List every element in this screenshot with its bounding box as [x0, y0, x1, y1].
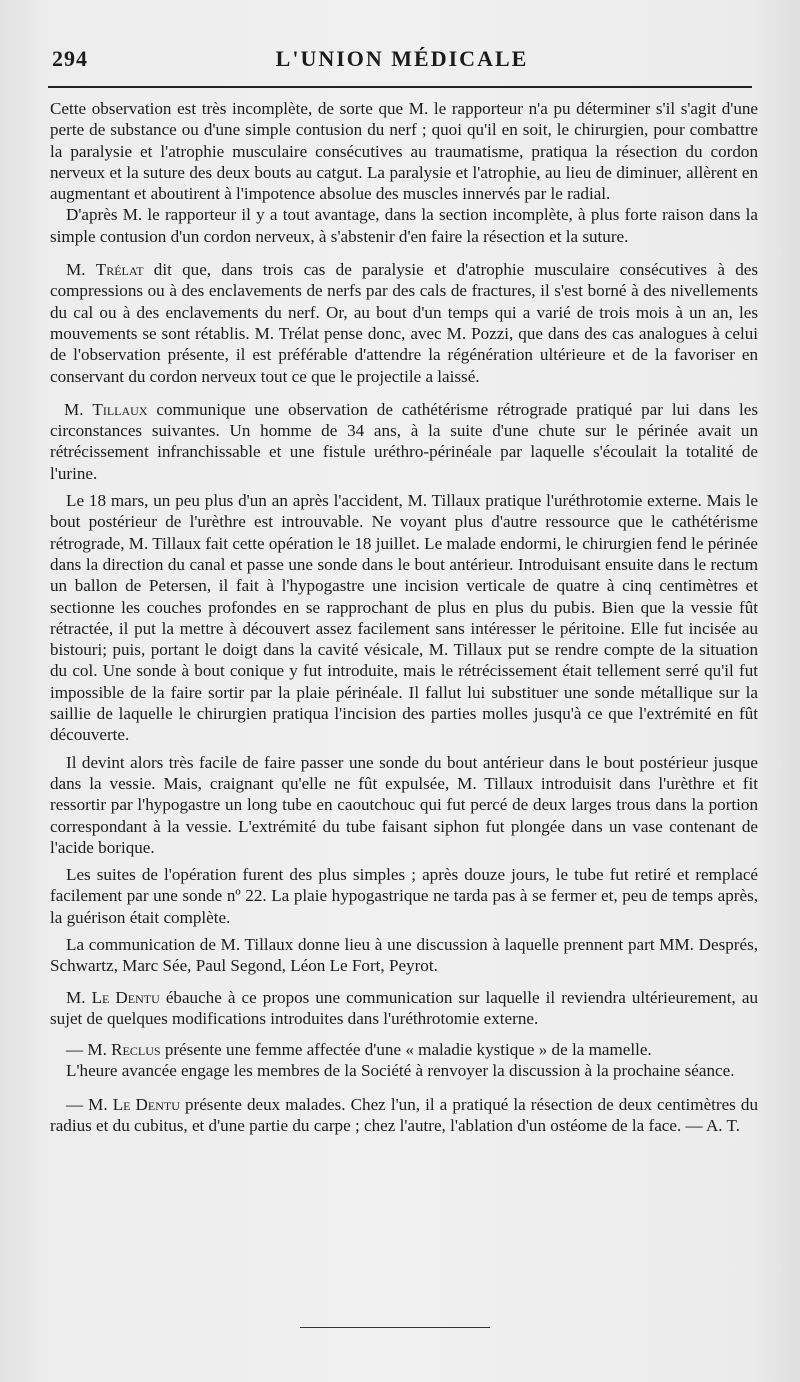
header-rule — [48, 86, 752, 88]
speaker-prefix: — M. — [66, 1094, 108, 1114]
speaker-prefix: M. — [64, 399, 84, 419]
paragraph-sonde: Il devint alors très facile de faire passer une sonde du bout antérieur dans le bout postérieur jusque dans la vessie. Mais, craignant qu'elle ne fût expulsée, M. Tillaux introduisit dans l'urèthre et fit ressortir par l'hypogastre un long tube en caoutchouc qui fut percé de deux larges trous dans la portion correspondant à la vessie. L'extrémité du tube faisant siphon fut plongée dans un vase contenant de l'acide borique. — [50, 752, 758, 857]
speaker-name-le-dentu-2: Le Dentu — [112, 1094, 180, 1114]
journal-title: L'UNION MÉDICALE — [275, 46, 529, 71]
page-number: 294 — [52, 46, 88, 71]
paragraph-rapporteur: D'après M. le rapporteur il y a tout avantage, dans la section incomplète, à plus forte raison dans la simple contusion d'un cordon nerveux, à s'abstenir d'en faire la résection et la suture. — [50, 205, 758, 246]
speaker-name-trelat: Trélat — [95, 260, 144, 280]
paragraph-tillaux — [50, 399, 758, 484]
speaker-prefix: M. — [66, 260, 86, 280]
paragraph-operation: Le 18 mars, un peu plus d'un an après l'accident, M. Tillaux pratique l'uréthrotomie externe. Mais le bout postérieur de l'urèthre est introuvable. Ne voyant plus d'autre ressource que le cathétérisme rétrograde, M. Tillaux fait cette opération le 18 juillet. Le malade endormi, le chirurgien fend le périnée dans la direction du canal et passe une sonde dans le bout antérieur. Introduisant ensuite dans le rectum un ballon de Petersen, il fait à l'hypogastre une incision verticale de quatre à cinq centimètres et sectionne les couches profondes en se rapprochant de plus en plus du pubis. Bien que la vessie fût rétractée, il put la mettre à découvert assez facilement sans intéresser le péritoine. Elle fut incisée au bistouri; puis, portant le doigt dans la cavité vésicale, M. Tillaux put se rendre compte de la situation du col. Une sonde à bout conique y fut introduite, mais le rétrécissement était tellement serré qu'il fut impossible de la faire sortir par la plaie périnéale. Il fallut lui substituer une sonde métallique sur la saillie de laquelle le chirurgien pratiqua l'incision des parties molles jusqu'à ce que l'extrémité en fût découverte. — [50, 491, 758, 745]
paragraph-trelat-text: dit que, dans trois cas de paralysie et d'atrophie musculaire consécutives à des compressions ou à des enclavements de nerfs par des cals de fractures, il s'est borné à des nivellements du cal ou à des enclavements du nerf. Or, au bout d'un temps qui a varié de trois mois à un an, les mouvements se sont rétablis. M. Trélat pense donc, avec M. Pozzi, que dans des cas analogues à celui de l'observation présente, il est préférable d'attendre la régénération ultérieure et de la favoriser en conservant du cordon nerveux tout ce que le projectile a laissé. — [50, 260, 758, 386]
speaker-name-reclus: Reclus — [111, 1040, 161, 1060]
closing-rule — [300, 1327, 490, 1328]
paragraph-observation: Cette observation est très incomplète, de sorte que M. le rapporteur n'a pu déterminer s'il s'agit d'une perte de substance ou d'une simple contusion du nerf ; quoi qu'il en soit, le chirurgien, pour combattre la paralysie et l'atrophie musculaire consécutives au traumatisme, pratiqua la résection du cordon nerveux et la suture des deux bouts au catgut. La paralysie et l'atrophie, au lieu de diminuer, allèrent en augmentant et aboutirent à l'impotence absolue des muscles innervés par le radial. — [50, 99, 758, 204]
speaker-name-le-dentu: Le Dentu — [91, 987, 160, 1007]
paragraph-le-dentu-malades-text: présente deux malades. Chez l'un, il a pratiqué la résection de deux centimètres du radius et du cubitus, et d'une partie du carpe ; chez l'autre, l'ablation d'un ostéome de la face. — A. T. — [50, 1094, 758, 1136]
paragraph-reclus-text: présente une femme affectée d'une « maladie kystique » de la mamelle. — [164, 1040, 652, 1060]
paragraph-tillaux-text: communique une observation de cathétérisme rétrograde pratiqué par lui dans les circonstances suivantes. Un homme de 34 ans, à la suite d'une chute sur le périnée avait un rétrécissement infranchissable et une fistule uréthro-périnéale par laquelle s'écoulait la totalité de l'urine. — [50, 399, 758, 483]
paragraph-heure: L'heure avancée engage les membres de la Société à renvoyer la discussion à la prochaine séance. — [66, 1061, 735, 1081]
paragraph-reclus — [50, 1039, 758, 1060]
speaker-prefix: M. — [66, 987, 86, 1007]
paragraph-le-dentu-text: ébauche à ce propos une communication sur laquelle il reviendra ultérieurement, au sujet de quelques modifications introduites dans l'uréthrotomie externe. — [50, 987, 758, 1028]
article-body — [50, 98, 758, 1136]
paragraph-discussion: La communication de M. Tillaux donne lieu à une discussion à laquelle prennent part MM. Després, Schwartz, Marc Sée, Paul Segond, Léon Le Fort, Peyrot. — [50, 934, 758, 976]
paragraph-le-dentu-malades — [50, 1094, 758, 1137]
running-head — [44, 40, 760, 80]
speaker-prefix: — M. — [66, 1040, 107, 1060]
speaker-name-tillaux: Tillaux — [92, 399, 148, 419]
paragraph-suites: Les suites de l'opération furent des plus simples ; après douze jours, le tube fut retiré et remplacé facilement par une sonde nº 22. La plaie hypogastrique ne tarda pas à se fermer et, peu de temps après, la guérison était complète. — [50, 865, 758, 927]
paragraph-trelat — [50, 259, 758, 387]
paragraph-le-dentu — [50, 987, 758, 1030]
